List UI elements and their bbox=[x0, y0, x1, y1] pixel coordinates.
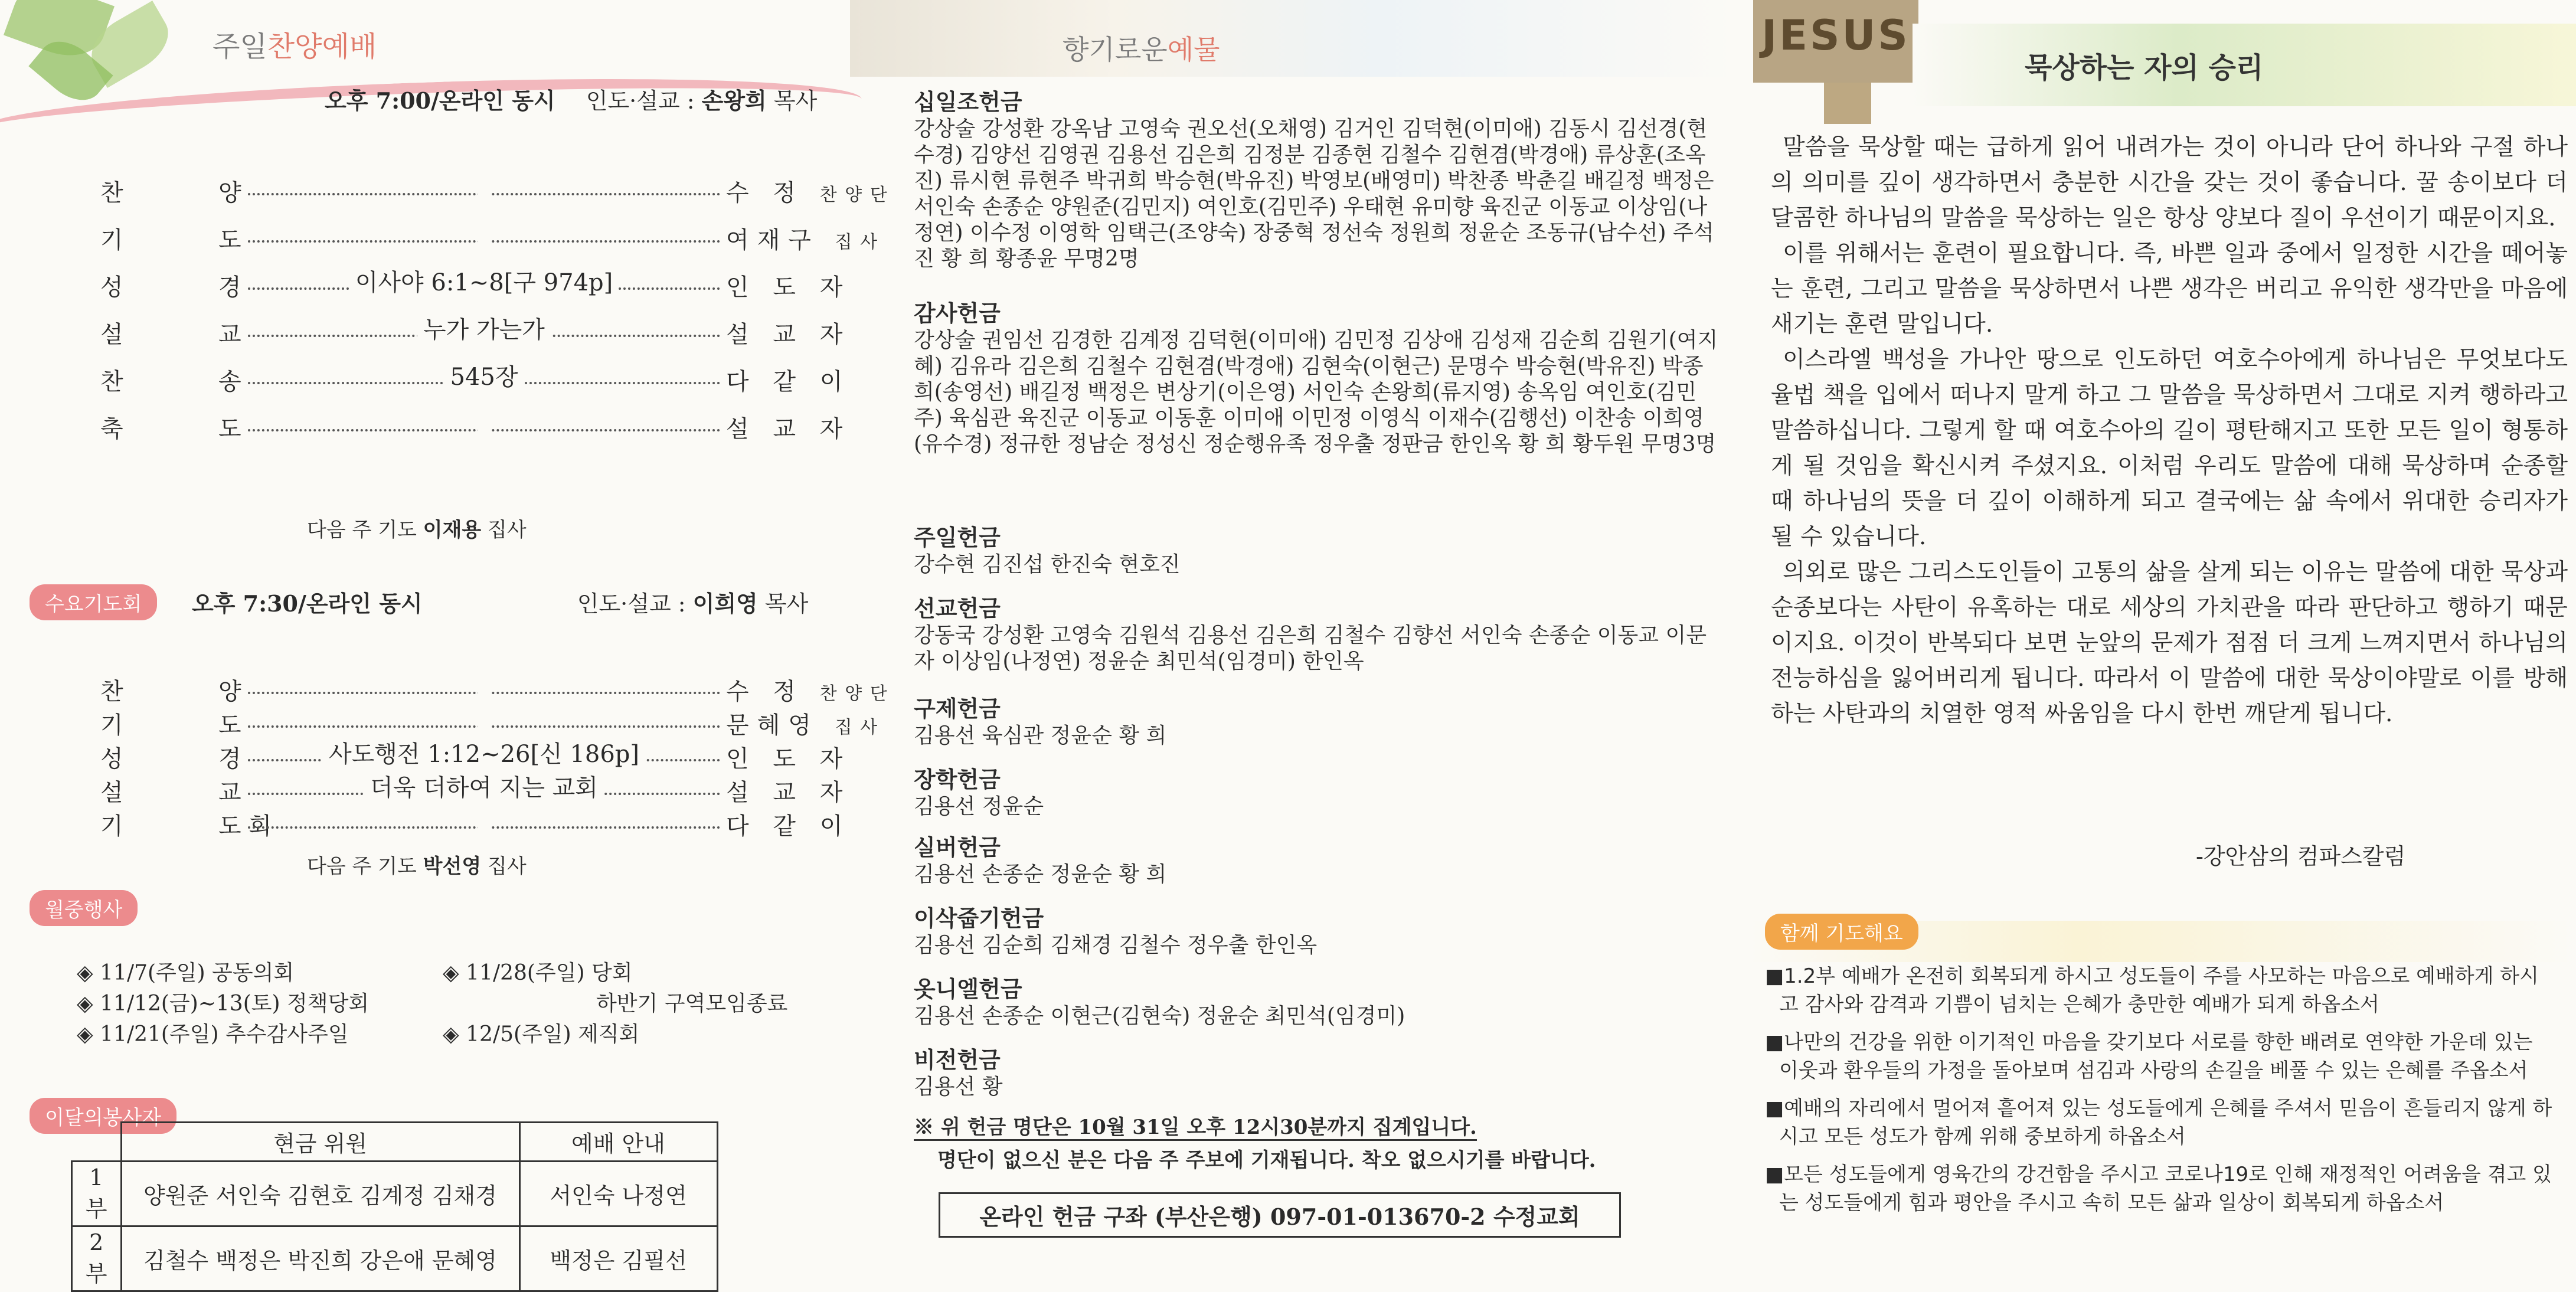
order-detail-line bbox=[248, 405, 720, 431]
monthly-events-badge: 월중행사 bbox=[30, 890, 138, 926]
order-label-2: 도 회 bbox=[218, 813, 272, 840]
offering-donors: 김용선 손종순 이현근(김현숙) 정윤순 최민석(임경미) bbox=[914, 1004, 1405, 1028]
offering-name: 십일조헌금 bbox=[914, 89, 1022, 115]
offerings-title: 향기로운예물 bbox=[1063, 34, 1220, 66]
table-cell: 백정은 김필선 bbox=[519, 1226, 717, 1291]
order-detail: 사도행전 1:12~26[신 186p] bbox=[323, 741, 645, 768]
order-label-2: 도 bbox=[218, 416, 241, 443]
order-detail bbox=[478, 169, 490, 197]
order-label-2: 송 bbox=[218, 368, 241, 395]
event-item: ◈ 12/5(주일) 제직회 bbox=[443, 1022, 640, 1046]
order-label-2: 양 bbox=[218, 179, 241, 207]
order-label-2: 경 bbox=[218, 274, 241, 301]
order-row bbox=[100, 269, 851, 301]
offering-name: 감사헌금 bbox=[914, 300, 1001, 326]
table-cell: 1부 bbox=[72, 1162, 122, 1226]
order-row bbox=[100, 807, 851, 840]
order-label-2: 교 bbox=[218, 321, 241, 348]
order-label-1: 기 bbox=[100, 227, 123, 254]
table-row bbox=[72, 1162, 718, 1226]
order-person: 문혜영 집 사 bbox=[726, 712, 879, 739]
order-row bbox=[100, 316, 851, 348]
order-label-2: 도 bbox=[218, 712, 241, 739]
order-person: 수 정 찬 양 단 bbox=[726, 678, 888, 705]
paragraph: 말씀을 묵상할 때는 급하게 읽어 내려가는 것이 아니라 단어 하나와 구절 하나의 의미를 깊이 생각하면서 충분한 시간을 갖는 것이 좋습니다. 꿀 송이보다 더 달콤한 하나님의 말씀을 묵상하는 일은 항상 양보다 질이 우선이기 때문이지요. bbox=[1771, 134, 2568, 231]
meditation-panel bbox=[1735, 0, 2576, 1268]
order-label-1: 축 bbox=[100, 416, 123, 443]
sunday-service-title: 주일찬양예배 bbox=[213, 30, 377, 63]
table-header: 예배 안내 bbox=[519, 1123, 717, 1162]
order-label-2: 양 bbox=[218, 678, 241, 705]
order-detail: 이사야 6:1~8[구 974p] bbox=[349, 269, 619, 296]
offering-name: 이삭줍기헌금 bbox=[914, 905, 1044, 931]
wednesday-badge: 수요기도회 bbox=[30, 584, 157, 620]
offering-group bbox=[914, 900, 1722, 959]
wednesday-next-prayer: 다음 주 기도 박선영 집사 bbox=[307, 855, 527, 878]
order-detail-line bbox=[248, 735, 720, 768]
offering-group bbox=[914, 971, 1722, 1029]
offering-name: 장학헌금 bbox=[914, 767, 1001, 793]
column-signature: -강안삼의 컴파스칼럼 bbox=[2196, 843, 2406, 869]
meditation-title: 묵상하는 자의 승리 bbox=[2025, 51, 2264, 84]
table-cell: 김철수 백정은 박진희 강은애 문혜영 bbox=[121, 1226, 519, 1291]
order-detail-line bbox=[248, 311, 720, 344]
prayer-badge: 함께 기도해요 bbox=[1765, 914, 1918, 950]
offering-donors: 강상술 강성환 강옥남 고영숙 권오선(오채영) 김거인 김덕현(이미애) 김동시 김선경(현수경) 김양선 김영권 김용선 김은희 김정분 김종현 김철수 김현겸(박경애) 류상훈(조옥진) 류시현 류현주 박귀희 박승현(박유진) 박영보(배영미) 박찬종 박춘길 배길정 백정은 서인숙 손종순 양원준(김민지) 여인호(김민주) 우태현 유미향 육진군 이동교 이상임(나정연) 이수정 이영학 임택근(조양숙) 장중혁 정선숙 정원희 정윤순 조동규(남수선) 주석진 황 희 황종윤 무명2명 bbox=[914, 117, 1714, 271]
paragraph: 의외로 많은 그리스도인들이 고통의 삶을 살게 되는 이유는 말씀에 대한 묵상과 순종보다는 사탄이 유혹하는 대로 세상의 가치관을 따라 판단하고 행하기 때문이지요. 이것이 반복되다 보면 눈앞의 문제가 점점 더 크게 느껴지면서 하나님의 전능하심을 잃어버리게 됩니다. 따라서 이 말씀에 대한 묵상이야말로 이를 방해하는 사탄과의 치열한 영적 싸움임을 다시 한번 깨닫게 됩니다. bbox=[1771, 559, 2568, 727]
offering-group bbox=[914, 519, 1722, 578]
table-cell: 양원준 서인숙 김현호 김계정 김채경 bbox=[121, 1162, 519, 1226]
table-row bbox=[72, 1226, 718, 1291]
order-person: 설 교 자 bbox=[726, 779, 851, 806]
offering-group bbox=[914, 691, 1722, 749]
offering-donors: 김용선 육심관 정윤순 황 희 bbox=[914, 724, 1167, 748]
order-row bbox=[100, 363, 851, 395]
offering-name: 옷니엘헌금 bbox=[914, 976, 1022, 1002]
order-row bbox=[100, 221, 879, 254]
order-detail: 545장 bbox=[444, 364, 524, 391]
offering-name: 선교헌금 bbox=[914, 596, 1001, 622]
offering-group bbox=[914, 761, 1722, 820]
order-row bbox=[100, 706, 879, 739]
offering-group bbox=[914, 590, 1722, 675]
order-detail-line bbox=[248, 358, 720, 391]
order-detail-line bbox=[248, 169, 720, 195]
table-header-row bbox=[72, 1123, 718, 1162]
event-item: 하반기 구역모임종료 bbox=[596, 992, 788, 1016]
order-person: 설 교 자 bbox=[726, 416, 851, 443]
paragraph: 이스라엘 백성을 가나안 땅으로 인도하던 여호수아에게 하나님은 무엇보다도 율법 책을 입에서 떠나지 말게 하고 그 말씀을 묵상하면서 그대로 지켜 행하라고 말씀하십니다. 그렇게 할 때 여호수아의 길이 평탄해지고 또한 모든 일이 형통하게 될 것임을 확신시켜 주셨지요. 이처럼 우리도 말씀에 대해 묵상하며 순종할 때 하나님의 뜻을 더 깊이 이해하게 되고 결국에는 삶 속에서 위대한 승리자가 될 수 있습니다. bbox=[1771, 346, 2568, 550]
order-row bbox=[100, 740, 851, 773]
offerings-panel bbox=[850, 0, 1735, 1268]
event-item: ◈ 11/28(주일) 당회 bbox=[443, 961, 633, 985]
worship-order-panel bbox=[0, 0, 888, 1287]
order-person: 다 같 이 bbox=[726, 813, 851, 840]
order-detail bbox=[478, 803, 490, 830]
order-detail-line bbox=[248, 668, 720, 694]
offering-notice: ※ 위 헌금 명단은 10월 31일 오후 12시30분까지 집계입니다. 명단이 없으신 분은 다음 주 주보에 기재됩니다. 착오 없으시기를 바랍니다. bbox=[914, 1116, 1596, 1172]
offering-name: 실버헌금 bbox=[914, 835, 1001, 861]
offering-group bbox=[914, 84, 1722, 272]
table-corner bbox=[72, 1123, 122, 1162]
offering-donors: 김용선 손종순 정윤순 황 희 bbox=[914, 862, 1167, 887]
prayer-item: ■나만의 건강을 위한 이기적인 마음을 갖기보다 서로를 향한 배려로 연약한 가운데 있는 이웃과 환우들의 가정을 돌아보며 섬김과 사랑의 손길을 베풀 수 있는 은혜를 주옵소서 bbox=[1765, 1031, 2533, 1082]
flower-banner bbox=[850, 0, 1735, 77]
offering-donors: 강동국 강성환 고영숙 김원석 김용선 김은희 김철수 김향선 서인숙 손종순 이동교 이문자 이상임(나정연) 정윤순 최민석(임경미) 한인옥 bbox=[914, 623, 1707, 673]
prayer-item: ■예배의 자리에서 멀어져 흩어져 있는 성도들에게 은혜를 주셔서 믿음이 흔들리지 않게 하시고 모든 성도가 함께 위해 중보하게 하옵소서 bbox=[1765, 1097, 2552, 1149]
order-person: 인 도 자 bbox=[726, 274, 851, 301]
offering-name: 구제헌금 bbox=[914, 696, 1001, 722]
order-detail bbox=[478, 668, 490, 695]
paragraph: 이를 위해서는 훈련이 필요합니다. 즉, 바쁜 일과 중에서 일정한 시간을 떼어놓는 훈련, 그리고 말씀을 묵상하면서 나쁜 생각은 버리고 유익한 생각만을 마음에 새기는 훈련 말입니다. bbox=[1771, 240, 2568, 338]
order-label-1: 기 bbox=[100, 712, 123, 739]
order-detail bbox=[478, 405, 490, 433]
order-person: 인 도 자 bbox=[726, 745, 851, 773]
order-detail-line bbox=[248, 217, 720, 243]
prayer-item: ■모든 성도들에게 영육간의 강건함을 주시고 코로나19로 인해 재정적인 어려움을 겪고 있는 성도들에게 힘과 평안을 주시고 속히 모든 삶과 일상이 회복되게 하옵소서 bbox=[1765, 1163, 2552, 1215]
table-cell: 서인숙 나정연 bbox=[519, 1162, 717, 1226]
order-row bbox=[100, 774, 851, 806]
order-label-1: 설 bbox=[100, 779, 123, 806]
event-item: ◈ 11/7(주일) 공동의회 bbox=[77, 961, 295, 985]
order-label-2: 경 bbox=[218, 745, 241, 773]
offering-donors: 김용선 정윤순 bbox=[914, 794, 1044, 819]
order-label-1: 설 bbox=[100, 321, 123, 348]
order-label-2: 교 bbox=[218, 779, 241, 806]
order-detail: 더욱 더하여 지는 교회 bbox=[364, 774, 604, 802]
order-label-1: 성 bbox=[100, 745, 123, 773]
offering-group bbox=[914, 295, 1722, 457]
volunteers-badge: 이달의봉사자 bbox=[30, 1098, 176, 1134]
order-label-1: 찬 bbox=[100, 678, 123, 705]
sunday-next-prayer: 다음 주 기도 이재용 집사 bbox=[307, 518, 527, 542]
order-detail-line bbox=[248, 264, 720, 296]
offering-group bbox=[914, 1042, 1722, 1100]
order-row bbox=[100, 174, 888, 207]
event-item: ◈ 11/12(금)~13(토) 정책당회 bbox=[77, 992, 370, 1016]
order-detail bbox=[478, 217, 490, 244]
table-header: 현금 위원 bbox=[121, 1123, 519, 1162]
offering-name: 비전헌금 bbox=[914, 1047, 1001, 1073]
offering-donors: 김용선 황 bbox=[914, 1075, 1003, 1099]
online-account-box: 온라인 헌금 구좌 (부산은행) 097-01-013670-2 수정교회 bbox=[939, 1192, 1621, 1238]
order-person: 설 교 자 bbox=[726, 321, 851, 348]
wednesday-service-info: 오후 7:30/온라인 동시 인도·설교 : 이희영 목사 bbox=[192, 590, 809, 617]
order-detail-line bbox=[248, 803, 720, 829]
jesus-logo: JESUS bbox=[1753, 0, 1918, 83]
order-detail-line bbox=[248, 769, 720, 802]
prayer-item: ■1.2부 예배가 온전히 회복되게 하시고 성도들이 주를 사모하는 마음으로 예배하게 하시고 감사와 감격과 기쁨이 넘치는 은혜가 충만한 예배가 되게 하옵소서 bbox=[1765, 964, 2539, 1016]
offering-group bbox=[914, 829, 1722, 888]
offering-donors: 강상술 권임선 김경한 김계정 김덕현(이미애) 김민정 김상애 김성재 김순희 김원기(여지혜) 김유라 김은희 김철수 김현겸(박경애) 김현숙(이현근) 문명수 박승현(박유진) 박종희(송영선) 배길정 백정은 변상기(이은영) 서인숙 손왕희(류지영) 송옥임 여인호(김민주) 육심관 육진군 이동교 이동훈 이미애 이민정 이영식 이재수(김행선) 이찬송 이희영(유수경) 정규한 정남순 정성신 정순행유족 정우출 정판금 한인옥 황 희 황두원 무명3명 bbox=[914, 328, 1718, 456]
order-detail-line bbox=[248, 702, 720, 728]
order-label-2: 도 bbox=[218, 227, 241, 254]
order-detail: 누가 가는가 bbox=[417, 316, 551, 344]
meditation-body bbox=[1771, 130, 2568, 732]
offering-name: 주일헌금 bbox=[914, 525, 1001, 551]
order-row bbox=[100, 410, 851, 443]
sunday-service-info: 오후 7:00/온라인 동시 인도·설교 : 손왕희 목사 bbox=[325, 87, 818, 114]
order-detail bbox=[478, 702, 490, 729]
volunteers-table bbox=[71, 1121, 718, 1292]
offering-donors: 김용선 김순희 김채경 김철수 정우출 한인옥 bbox=[914, 933, 1318, 957]
order-label-1: 기 bbox=[100, 813, 123, 840]
prayer-list bbox=[1765, 962, 2556, 1226]
order-person: 수 정 찬 양 단 bbox=[726, 179, 888, 207]
order-label-1: 찬 bbox=[100, 368, 123, 395]
order-label-1: 성 bbox=[100, 274, 123, 301]
event-item: ◈ 11/21(주일) 추수감사주일 bbox=[77, 1022, 349, 1046]
offering-donors: 강수현 김진섭 한진숙 현호진 bbox=[914, 552, 1181, 577]
table-cell: 2부 bbox=[72, 1226, 122, 1291]
order-person: 여재구 집 사 bbox=[726, 227, 879, 254]
order-person: 다 같 이 bbox=[726, 368, 851, 395]
order-label-1: 찬 bbox=[100, 179, 123, 207]
order-row bbox=[100, 673, 888, 705]
